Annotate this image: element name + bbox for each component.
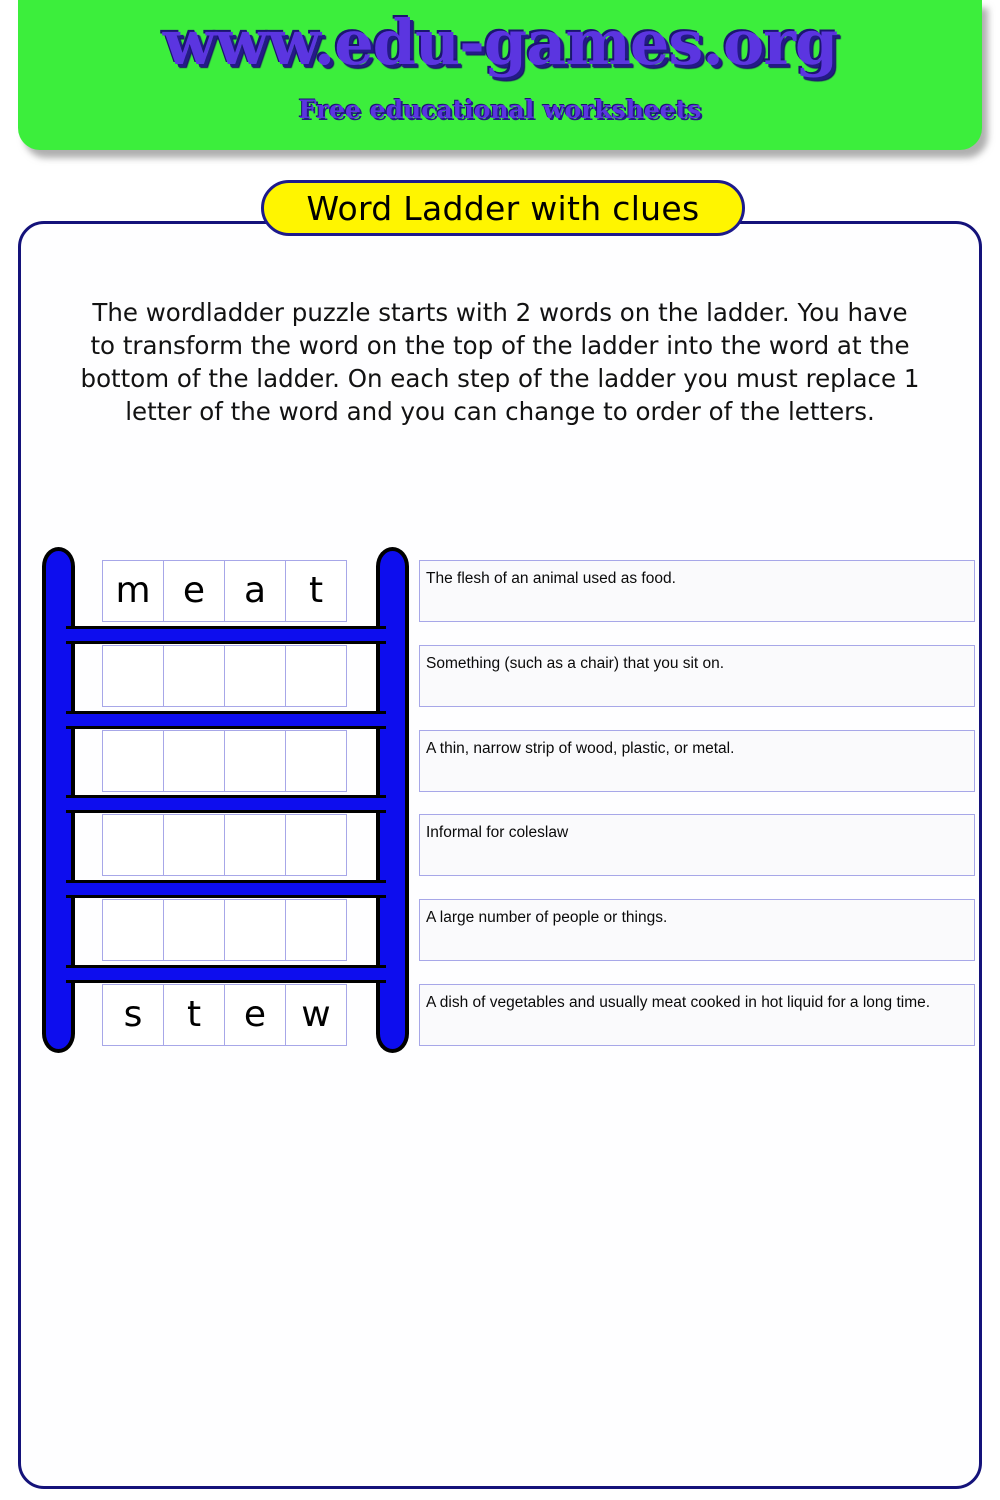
letter-cell-filled: t [285, 560, 347, 622]
site-tagline: Free educational worksheets [298, 95, 702, 124]
letter-cell-blank[interactable] [102, 814, 164, 876]
instructions-text: The wordladder puzzle starts with 2 words on the ladder. You have to transform the word on the top of the ladder into the word at the bottom of the ladder. On each step of the ladder you must replace 1 letter of the word and you can change to order of the letters. [80, 298, 920, 426]
ladder-rung [66, 880, 386, 898]
worksheet-title-badge [261, 180, 745, 236]
ladder-row [102, 984, 350, 1046]
letter-cell-filled: a [224, 560, 286, 622]
ladder-row [102, 814, 350, 876]
letter-cell-blank[interactable] [285, 645, 347, 707]
clue-box: A thin, narrow strip of wood, plastic, or metal. [419, 730, 975, 792]
letter-cell-blank[interactable] [224, 645, 286, 707]
letter-cell-blank[interactable] [285, 899, 347, 961]
clue-box: A large number of people or things. [419, 899, 975, 961]
ladder-row [102, 730, 350, 792]
letter-cell-blank[interactable] [224, 730, 286, 792]
letter-cell-blank[interactable] [102, 645, 164, 707]
ladder-row [102, 560, 350, 622]
letter-cell-blank[interactable] [163, 814, 225, 876]
ladder-rung [66, 626, 386, 644]
letter-cell-blank[interactable] [102, 730, 164, 792]
letter-cell-filled: e [224, 984, 286, 1046]
ladder-rung [66, 795, 386, 813]
clue-box: The flesh of an animal used as food. [419, 560, 975, 622]
letter-cell-blank[interactable] [102, 899, 164, 961]
clue-box: Informal for coleslaw [419, 814, 975, 876]
letter-cell-blank[interactable] [224, 814, 286, 876]
page-title: Word Ladder with clues [306, 188, 700, 228]
ladder-row [102, 645, 350, 707]
letter-cell-blank[interactable] [163, 730, 225, 792]
letter-cell-filled: e [163, 560, 225, 622]
letter-cell-filled: s [102, 984, 164, 1046]
letter-cell-blank[interactable] [285, 814, 347, 876]
ladder-rung [66, 711, 386, 729]
letter-cell-blank[interactable] [224, 899, 286, 961]
letter-cell-blank[interactable] [163, 645, 225, 707]
clue-box: Something (such as a chair) that you sit on. [419, 645, 975, 707]
clue-box: A dish of vegetables and usually meat cooked in hot liquid for a long time. [419, 984, 975, 1046]
ladder-row [102, 899, 350, 961]
letter-cell-filled: m [102, 560, 164, 622]
letter-cell-filled: t [163, 984, 225, 1046]
site-logo-text: www.edu-games.org [162, 6, 838, 79]
ladder-rung [66, 965, 386, 983]
letter-cell-blank[interactable] [285, 730, 347, 792]
letter-cell-blank[interactable] [163, 899, 225, 961]
letter-cell-filled: w [285, 984, 347, 1046]
